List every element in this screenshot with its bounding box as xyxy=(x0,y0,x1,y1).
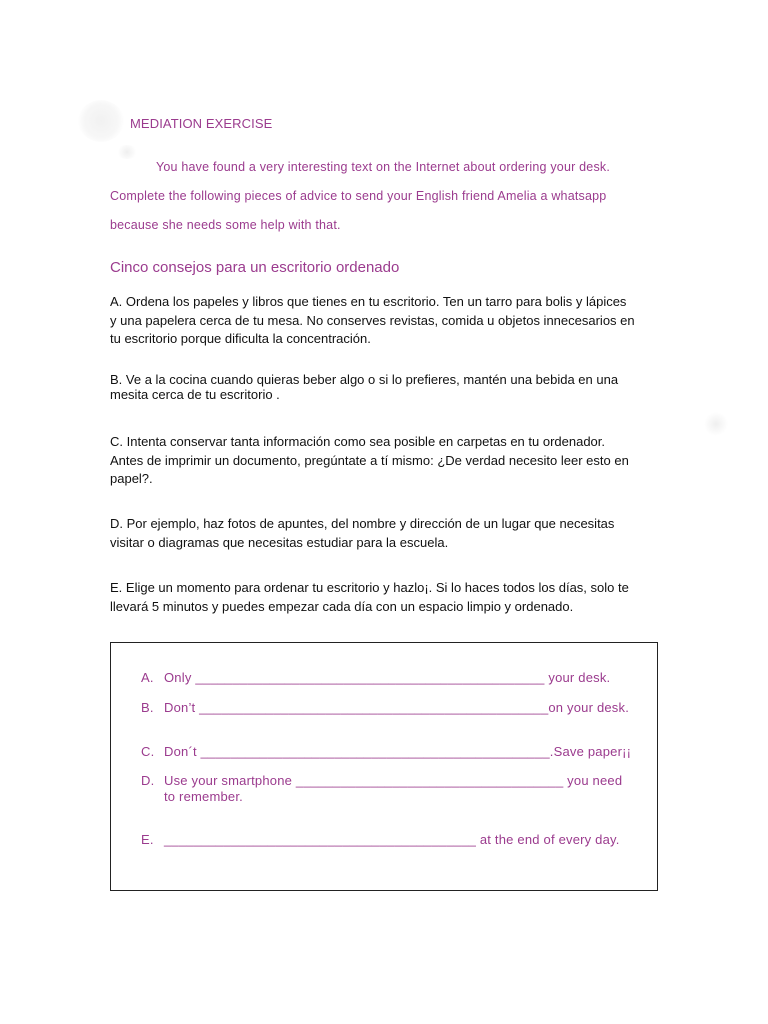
item-text: Only _______________________________________________ your desk. xyxy=(164,670,611,685)
item-text: to remember. xyxy=(164,789,243,804)
exercise-item-b xyxy=(141,700,651,715)
paragraph-line: C. Intenta conservar tanta información como sea posible en carpetas en tu ordenador. xyxy=(110,434,606,449)
advice-paragraph-c xyxy=(110,433,670,489)
item-letter: B. xyxy=(141,700,154,715)
faded-decoration xyxy=(78,100,124,142)
exercise-title: MEDIATION EXERCISE xyxy=(130,116,273,131)
faded-decoration xyxy=(704,412,728,436)
paragraph-line: visitar o diagramas que necesitas estudiar para la escuela. xyxy=(110,534,449,550)
exercise-item-d xyxy=(141,773,651,788)
paragraph-line: y una papelera cerca de tu mesa. No conserves revistas, comida u objetos innecesarios en xyxy=(110,312,635,328)
advice-paragraph-b xyxy=(110,372,670,402)
faded-decoration xyxy=(116,145,138,159)
advice-paragraph-a xyxy=(110,293,670,349)
paragraph-line: tu escritorio porque dificulta la concentración. xyxy=(110,331,371,346)
intro-line: You have found a very interesting text on the Internet about ordering your desk. xyxy=(156,160,611,174)
section-heading: Cinco consejos para un escritorio ordenado xyxy=(110,259,400,276)
paragraph-line: llevará 5 minutos y puedes empezar cada día con un espacio limpio y ordenado. xyxy=(110,598,574,614)
item-letter: D. xyxy=(141,773,155,788)
item-letter: A. xyxy=(141,670,154,685)
intro-line: Complete the following pieces of advice to send your English friend Amelia a whatsapp xyxy=(110,189,607,203)
intro-line: because she needs some help with that. xyxy=(110,218,341,232)
item-text: Don´t _______________________________________________.Save paper¡¡ xyxy=(164,744,632,759)
advice-paragraph-e xyxy=(110,579,670,616)
paragraph-line: B. Ve a la cocina cuando quieras beber algo o si lo prefieres, mantén una bebida en una xyxy=(110,372,619,387)
paragraph-line: E. Elige un momento para ordenar tu escritorio y hazlo¡. Si lo haces todos los días, solo te xyxy=(110,580,629,595)
exercise-item-e xyxy=(141,832,651,847)
item-text: Use your smartphone ____________________________________ you need xyxy=(164,773,623,788)
item-text: __________________________________________ at the end of every day. xyxy=(164,832,620,847)
exercise-item-a xyxy=(141,670,651,685)
paragraph-line: D. Por ejemplo, haz fotos de apuntes, del nombre y dirección de un lugar que necesitas xyxy=(110,516,615,531)
exercise-item-d-continuation xyxy=(141,789,651,804)
advice-paragraph-d xyxy=(110,515,670,552)
paragraph-line: Antes de imprimir un documento, pregúntate a tí mismo: ¿De verdad necesito leer esto en xyxy=(110,452,629,468)
paragraph-line: papel?. xyxy=(110,471,153,486)
paragraph-line: mesita cerca de tu escritorio . xyxy=(110,387,280,402)
item-letter: C. xyxy=(141,744,155,759)
exercise-item-c xyxy=(141,744,651,759)
fill-in-exercise-box xyxy=(110,642,658,891)
item-letter: E. xyxy=(141,832,154,847)
paragraph-line: A. Ordena los papeles y libros que tienes en tu escritorio. Ten un tarro para bolis y lápices xyxy=(110,294,627,309)
item-text: Don’t _______________________________________________on your desk. xyxy=(164,700,630,715)
